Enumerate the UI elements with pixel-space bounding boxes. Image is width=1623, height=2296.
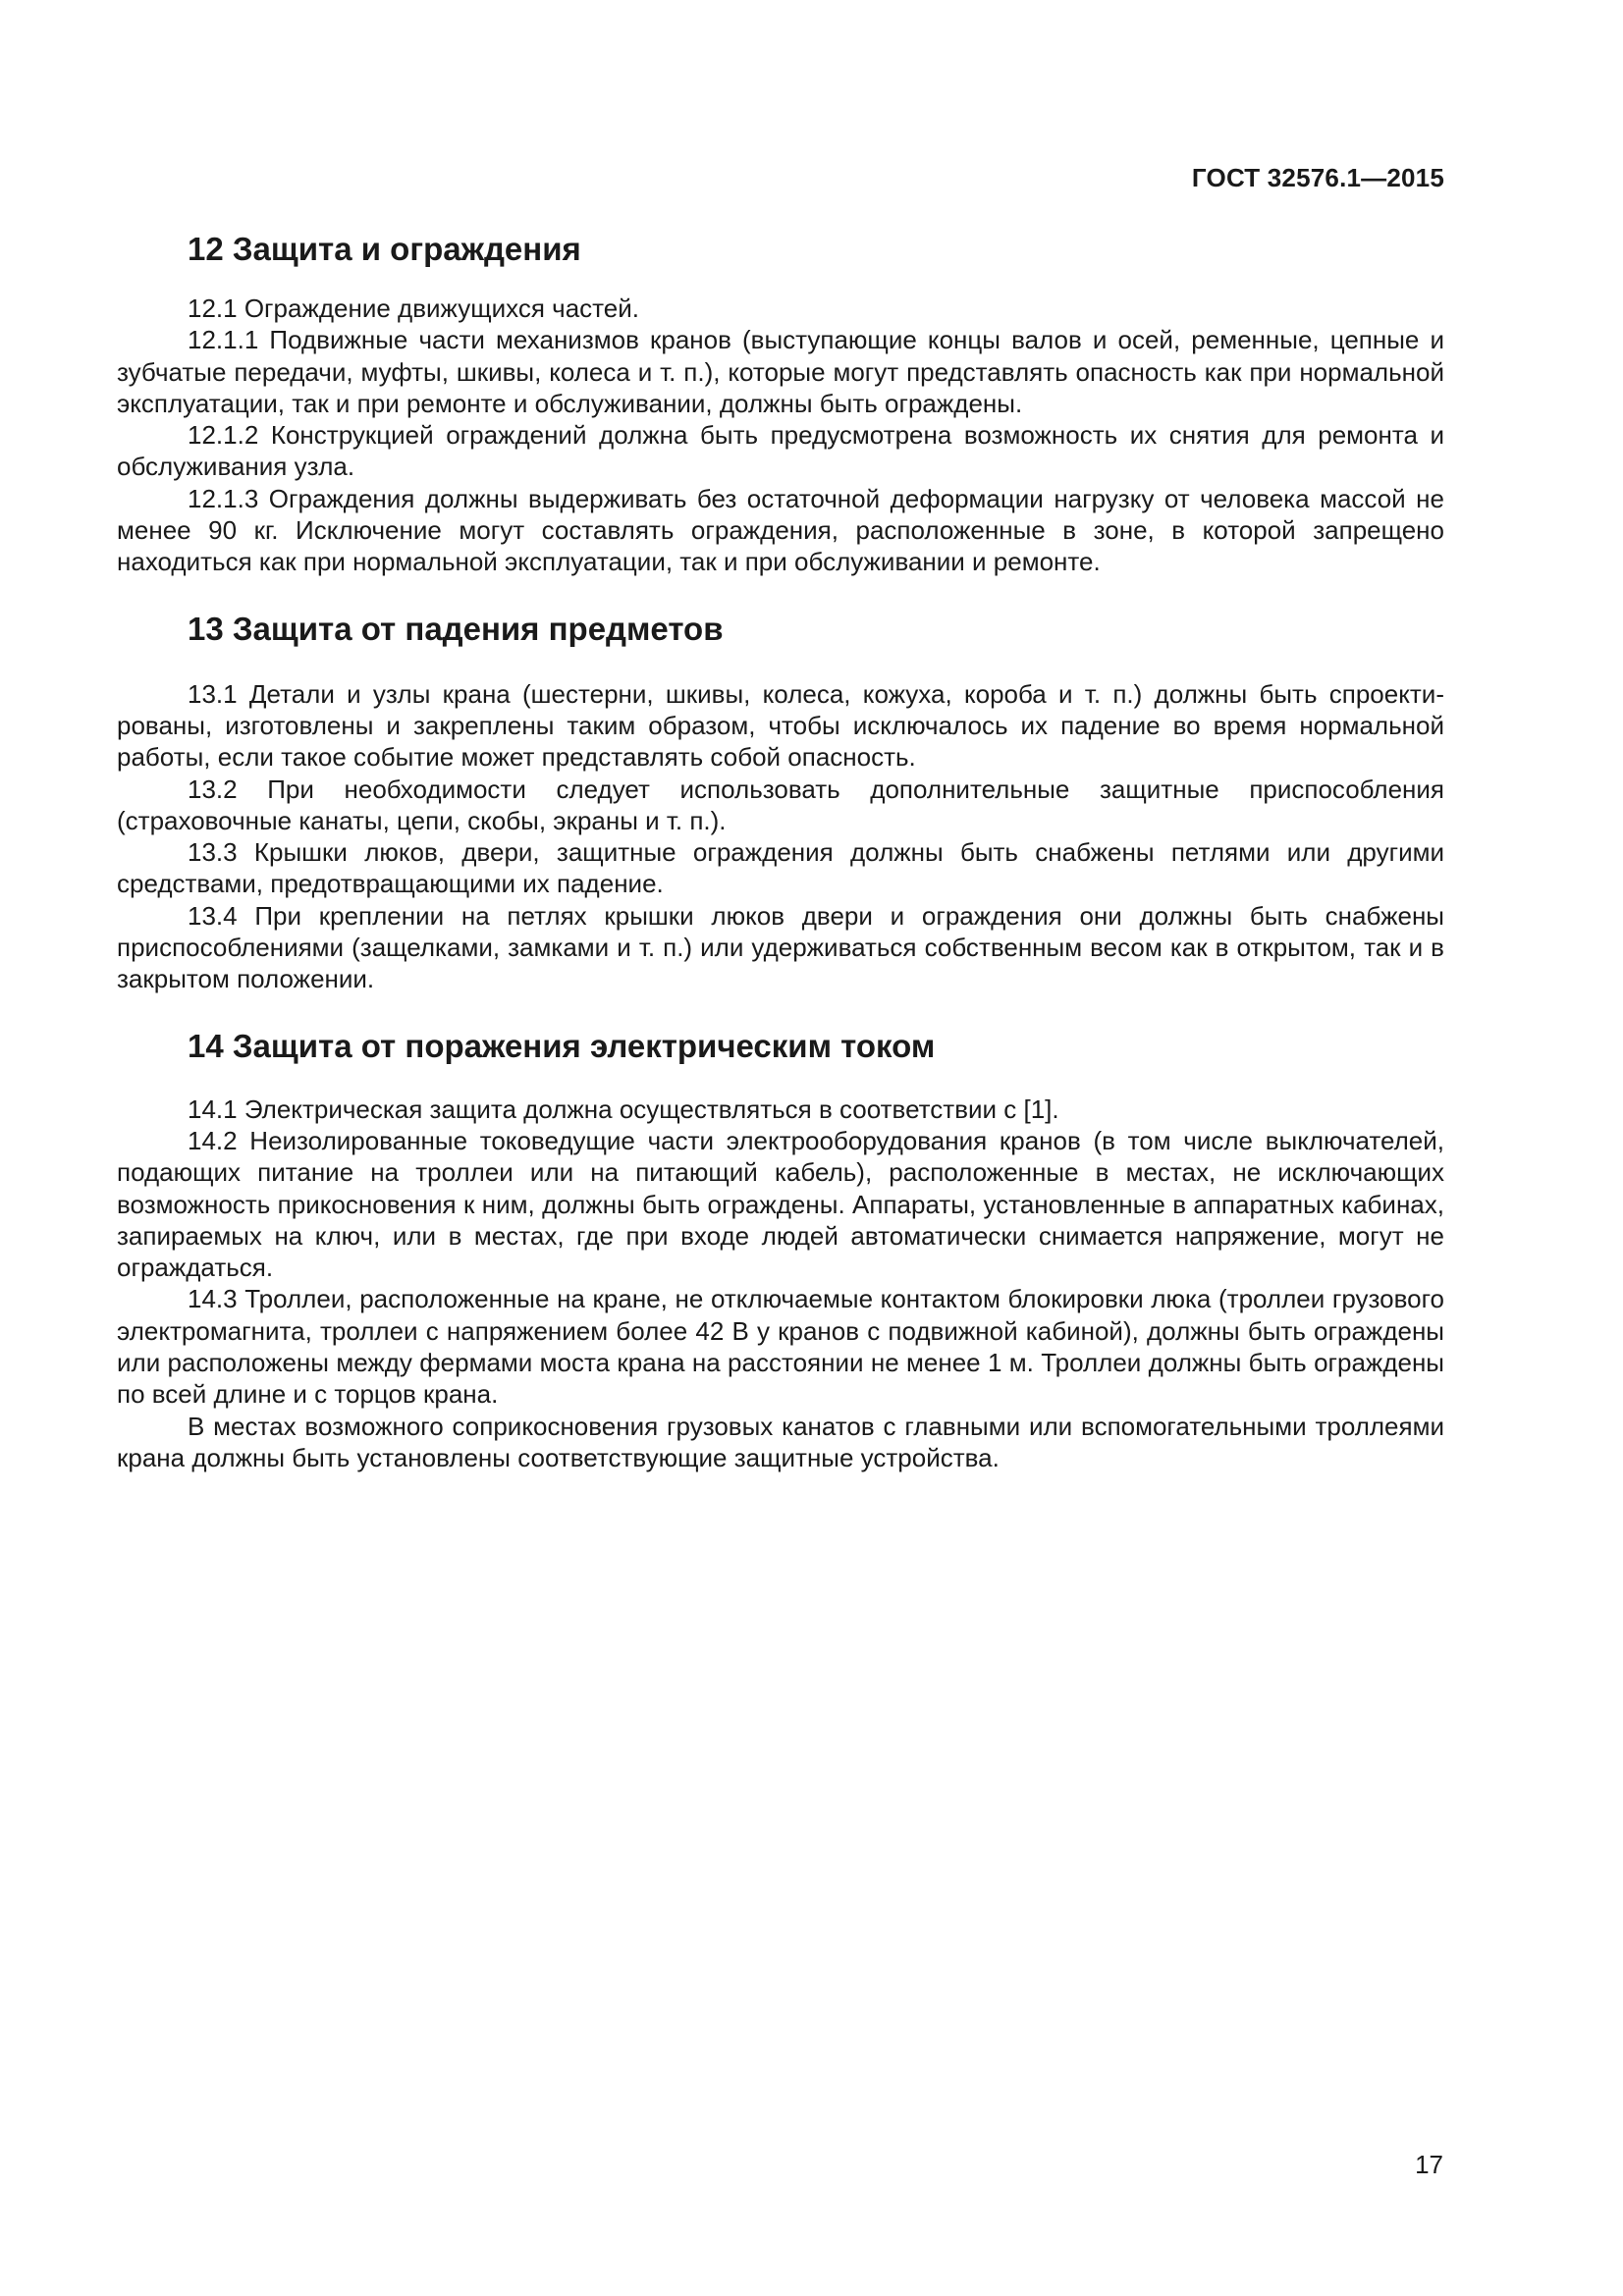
page-number: 17 bbox=[1415, 2150, 1443, 2179]
paragraph-12-1-2: 12.1.2 Конструкцией ограждений должна быть предусмотрена возможность их снятия для ремонта и обслуживания узла. bbox=[117, 420, 1444, 482]
section-title: 12 Защита и ограждения bbox=[188, 231, 581, 267]
section-title: 13 Защита от падения предметов bbox=[188, 610, 724, 647]
document-code: ГОСТ 32576.1—2015 bbox=[1191, 163, 1444, 192]
document-body bbox=[117, 228, 1444, 1473]
section-14 bbox=[117, 1025, 1444, 1474]
paragraph-12-1-3: 12.1.3 Ограждения должны выдерживать без остаточной деформации нагрузку от человека массой не менее 90 кг. Исключение могут составлять ограждения, расположенные в зоне, в которой запрещено находиться как при нормальной эксплуатации, так и при обслуживании и ремонте. bbox=[117, 483, 1444, 577]
paragraph-13-3: 13.3 Крышки люков, двери, защитные ограждения должны быть снабжены петлями или другими средствами, предотвращающими их падение. bbox=[117, 837, 1444, 899]
paragraph-13-4: 13.4 При креплении на петлях крышки люков двери и ограждения они должны быть снабжены приспособлениями (защелками, замками и т. п.) или удерживаться собственным весом как в открытом, так и в закрытом положении. bbox=[117, 900, 1444, 994]
section-13 bbox=[117, 608, 1444, 995]
paragraph-14-2: 14.2 Неизолированные токоведущие части электрооборудования кранов (в том числе выключателей, подающих питание на троллеи или на питающий кабель), расположенные в местах, не исключающих возможность прикосновения к ним, должны быть ограждены. Аппараты, установленные в аппаратных кабинах, запираемых на ключ, или в местах, где при входе людей автоматически снимается напряжение, могут не ограждаться. bbox=[117, 1125, 1444, 1283]
paragraph-14-3: 14.3 Троллеи, расположенные на кране, не отключаемые контактом блокировки люка (троллеи грузового электромагнита, троллеи с напряжением более 42 В у кранов с подвижной кабиной), должны быть ограждены или расположены между фермами моста крана на расстоянии не менее 1 м. Троллеи должны быть ограждены по всей длине и с торцов крана. bbox=[117, 1284, 1444, 1410]
paragraph-13-1: 13.1 Детали и узлы крана (шестерни, шкивы, колеса, кожуха, короба и т. п.) должны быть спроектированы, изготовлены и закреплены таким образом, чтобы исключалось их падение во время нормальной работы, если такое событие может представлять собой опасность. bbox=[117, 678, 1444, 773]
paragraph-12-1: 12.1 Ограждение движущихся частей. bbox=[188, 294, 639, 323]
paragraph-13-2: 13.2 При необходимости следует использовать дополнительные защитные приспособления (страховочные канаты, цепи, скобы, экраны и т. п.). bbox=[117, 774, 1444, 835]
section-12 bbox=[117, 228, 1444, 578]
section-title: 14 Защита от поражения электрическим током bbox=[188, 1027, 936, 1064]
paragraph-14-1: 14.1 Электрическая защита должна осуществляться в соответствии с [1]. bbox=[188, 1094, 1059, 1124]
paragraph-14-3-continued: В местах возможного соприкосновения грузовых канатов с главными или вспомогательными троллеями крана должны быть установлены соответствующие защитные устройства. bbox=[117, 1411, 1444, 1472]
paragraph-12-1-1: 12.1.1 Подвижные части механизмов кранов (выступающие концы валов и осей, ременные, цепные и зубчатые передачи, муфты, шкивы, колеса и т. п.), которые могут представлять опасность как при нормальной эксплуатации, так и при ремонте и обслуживании, должны быть ограждены. bbox=[117, 325, 1444, 418]
